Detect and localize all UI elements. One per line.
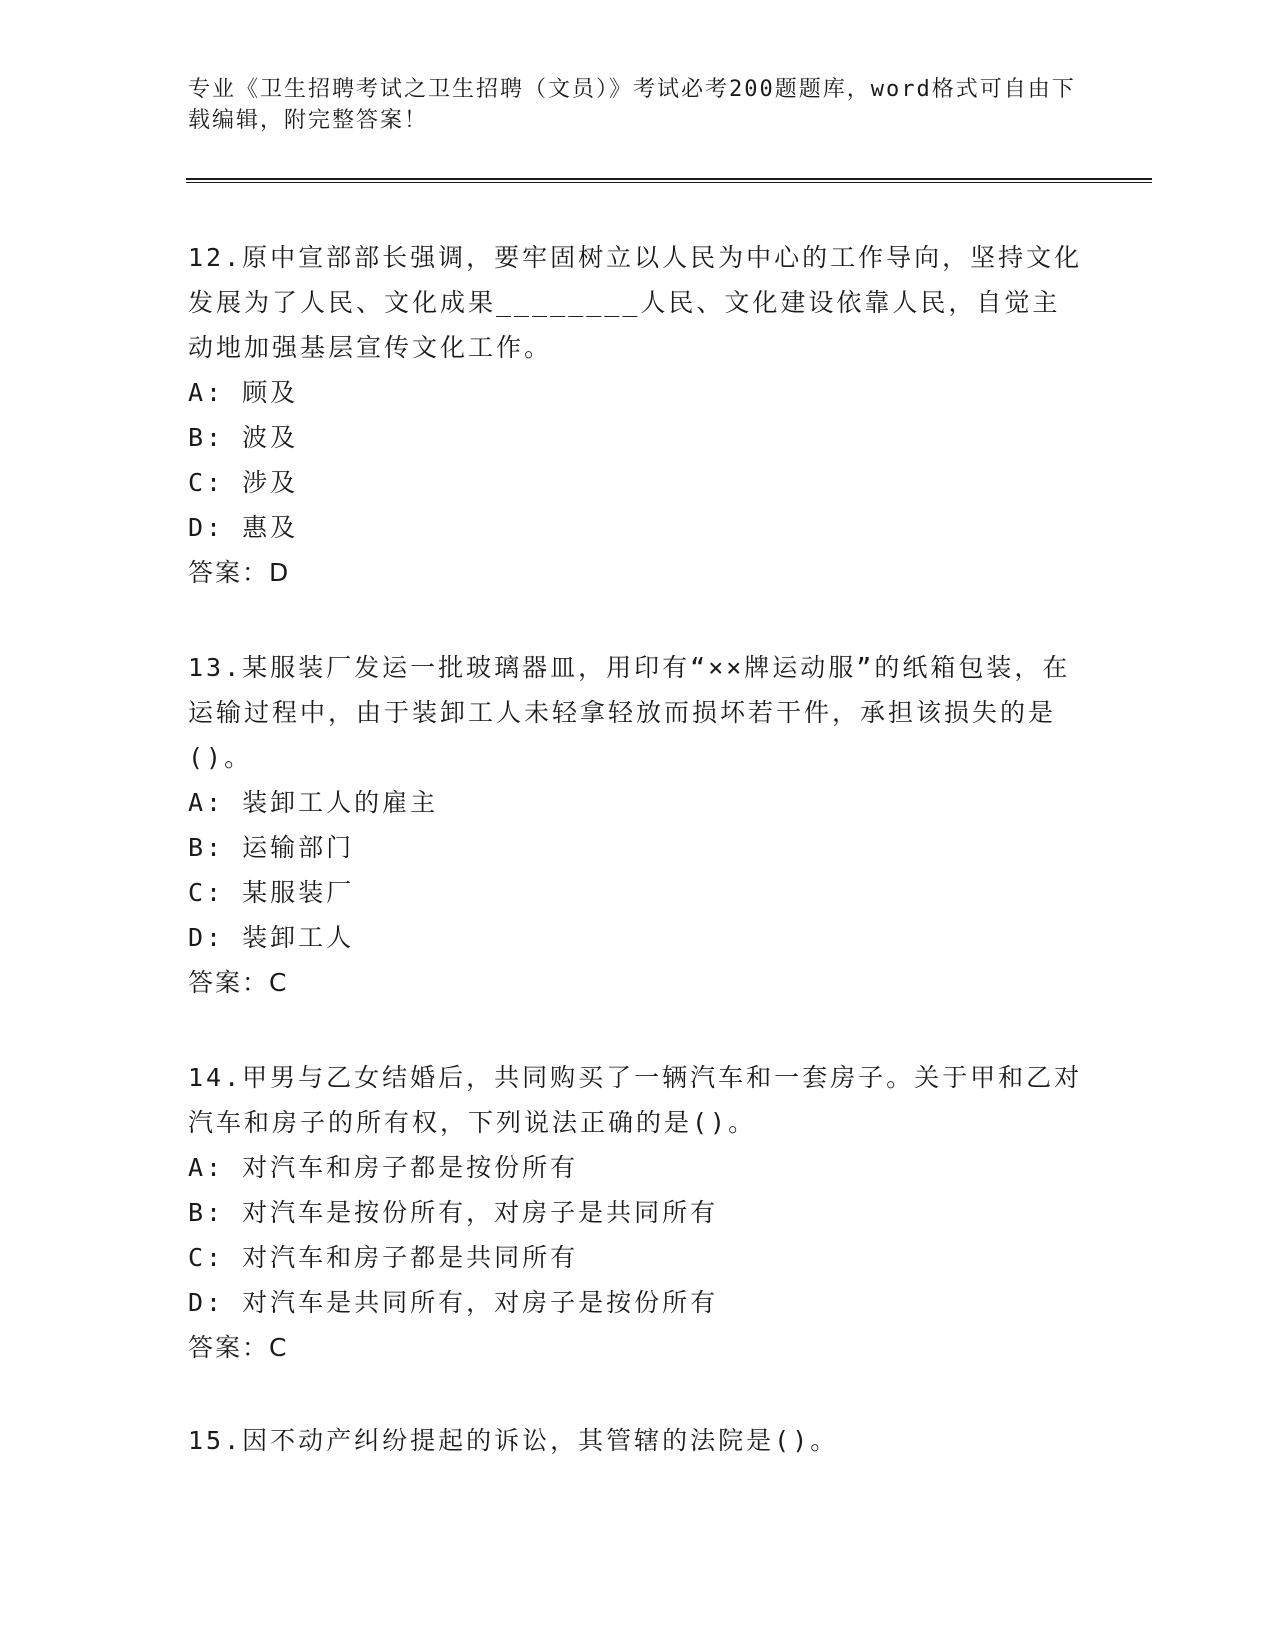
option-b: B: 运输部门 xyxy=(188,833,355,862)
question-13 xyxy=(188,645,1088,1005)
question-stem: 13.某服装厂发运一批玻璃器皿，用印有“××牌运动服”的纸箱包装，在运输过程中，由于装卸工人未轻拿轻放而损坏若干件，承担该损失的是()。 xyxy=(188,653,1071,772)
option-b: B: 波及 xyxy=(188,423,299,452)
option-c: C: 某服装厂 xyxy=(188,878,355,907)
document-header: 专业《卫生招聘考试之卫生招聘（文员）》考试必考200题题库，word格式可自由下载编辑，附完整答案！ xyxy=(188,77,1076,133)
option-a: A: 顾及 xyxy=(188,378,299,407)
option-d: D: 装卸工人 xyxy=(188,923,355,952)
answer: 答案：C xyxy=(188,968,289,997)
question-stem: 12.原中宣部部长强调，要牢固树立以人民为中心的工作导向，坚持文化发展为了人民、文化成果________人民、文化建设依靠人民，自觉主动地加强基层宣传文化工作。 xyxy=(188,243,1083,362)
option-b: B: 对汽车是按份所有，对房子是共同所有 xyxy=(188,1198,719,1227)
option-a: A: 装卸工人的雇主 xyxy=(188,788,439,817)
header-divider-thick xyxy=(186,178,1152,180)
question-stem: 15.因不动产纠纷提起的诉讼，其管辖的法院是()。 xyxy=(188,1426,839,1455)
answer: 答案：C xyxy=(188,1333,289,1362)
answer: 答案：D xyxy=(188,558,291,587)
question-12 xyxy=(188,235,1088,595)
question-15 xyxy=(188,1418,1088,1463)
option-d: D: 对汽车是共同所有，对房子是按份所有 xyxy=(188,1288,719,1317)
question-14 xyxy=(188,1055,1088,1370)
question-stem: 14.甲男与乙女结婚后，共同购买了一辆汽车和一套房子。关于甲和乙对汽车和房子的所有权，下列说法正确的是()。 xyxy=(188,1063,1083,1137)
option-c: C: 对汽车和房子都是共同所有 xyxy=(188,1243,579,1272)
option-a: A: 对汽车和房子都是按份所有 xyxy=(188,1153,579,1182)
header-divider-thin xyxy=(186,182,1152,183)
option-c: C: 涉及 xyxy=(188,468,299,497)
option-d: D: 惠及 xyxy=(188,513,299,542)
